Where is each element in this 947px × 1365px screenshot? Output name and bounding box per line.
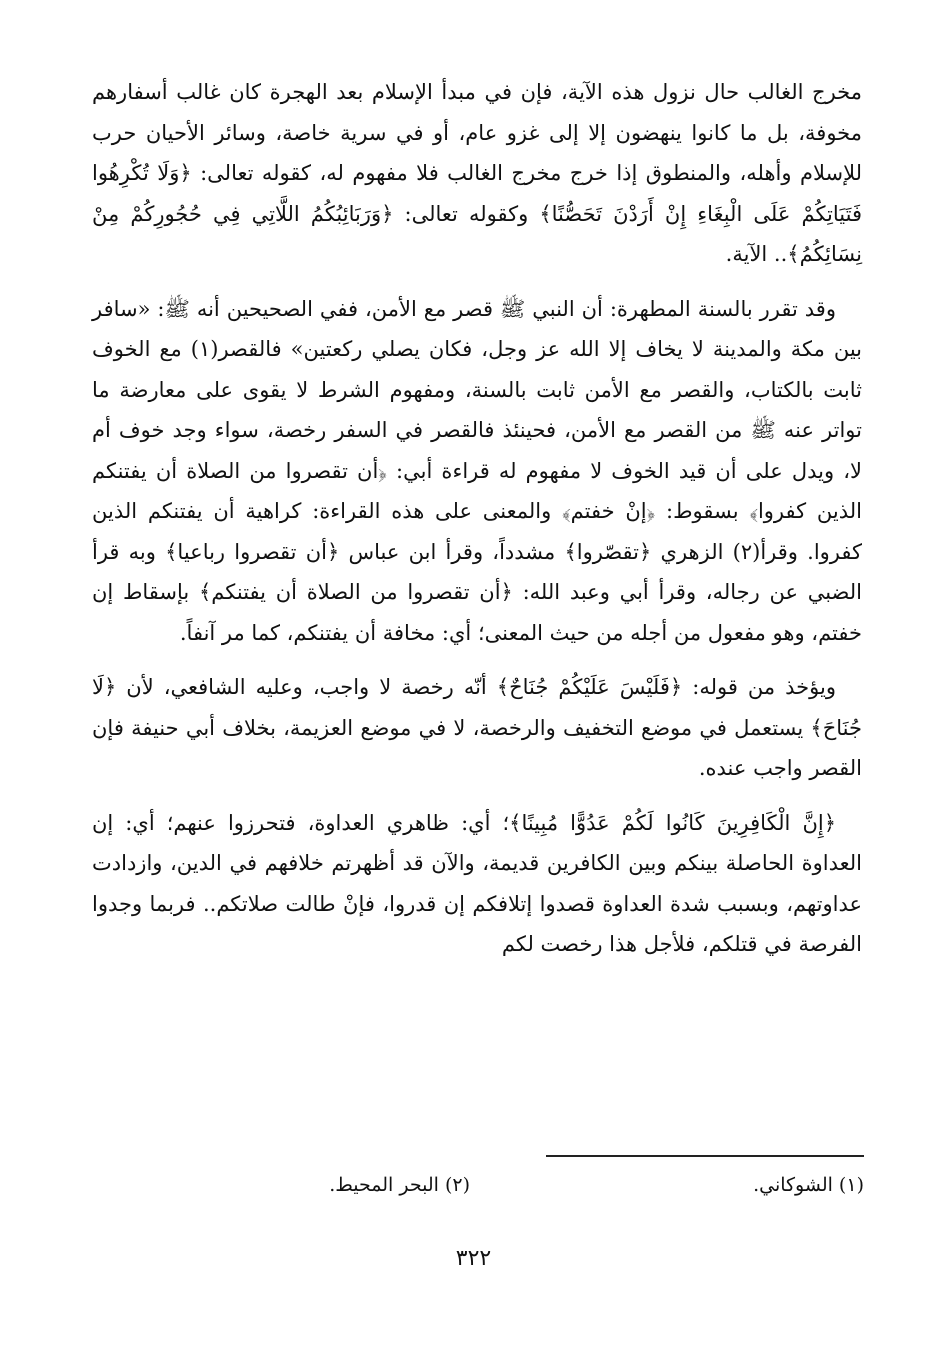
footnote-1: (١) الشوكاني.	[753, 1174, 864, 1196]
footnote-2: (٢) البحر المحيط.	[329, 1174, 470, 1196]
main-text	[92, 72, 862, 965]
paragraph-1: مخرج الغالب حال نزول هذه الآية، فإن في مبدأ الإسلام بعد الهجرة كان غالب أسفارهم مخوفة، بل ما كانوا ينهضون إلا إلى غزو عام، أو في سرية خاصة، وسائر الأحيان حرب للإسلام وأهله، والمنطوق إذا خرج مخرج الغالب فلا مفهوم له، كقوله تعالى: ﴿وَلَا تُكْرِهُوا فَتَيَاتِكُمْ عَلَى الْبِغَاءِ إِنْ أَرَدْنَ تَحَصُّنًا﴾ وكقوله تعالى: ﴿وَرَبَائِبُكُمُ اللَّاتِي فِي حُجُورِكُمْ مِنْ نِسَائِكُمُ﴾.. الآية.	[92, 80, 862, 266]
paragraph-3: ويؤخذ من قوله: ﴿فَلَيْسَ عَلَيْكُمْ جُنَاحٌ﴾ أنّه رخصة لا واجب، وعليه الشافعي، لأن ﴿لَا جُنَاحَ﴾ يستعمل في موضع التخفيف والرخصة، لا في موضع العزيمة، بخلاف أبي حنيفة فإن القصر واجب عنده.	[92, 675, 862, 780]
page-number: ٣٢٢	[455, 1246, 492, 1271]
footnote-divider	[546, 1155, 864, 1157]
paragraph-4: ﴿إِنَّ الْكَافِرِينَ كَانُوا لَكُمْ عَدُوًّا مُبِينًا﴾؛ أي: ظاهري العداوة، فتحرزوا عنهم؛ أي: إن العداوة الحاصلة بينكم وبين الكافرين قديمة، والآن قد أظهرتم خلافهم في الدين، وازدادت عداوتهم، وبسبب شدة العداوة قصدوا إتلافكم إن قدروا، فإنْ طالت صلاتكم.. فربما وجدوا الفرصة في قتلكم، فلأجل هذا رخصت لكم	[92, 810, 862, 956]
paragraph-2: وقد تقرر بالسنة المطهرة: أن النبي ﷺ قصر مع الأمن، ففي الصحيحين أنه ﷺ: «سافر بين مكة والمدينة لا يخاف إلا الله عز وجل، فكان يصلي ركعتين» فالقصر(١) مع الخوف ثابت بالكتاب، والقصر مع الأمن ثابت بالسنة، ومفهوم الشرط لا يقوى على معارضة ما تواتر عنه ﷺ من القصر مع الأمن، فحينئذ فالقصر في السفر رخصة، سواء وجد خوف أم لا، ويدل على أن قيد الخوف لا مفهوم له قراءة أبي: ﴿أن تقصروا من الصلاة أن يفتنكم الذين كفروا﴾ بسقوط: ﴿إنْ خفتم﴾ والمعنى على هذه القراءة: كراهية أن يفتنكم الذين كفروا. وقرأ(٢) الزهري ﴿تقصّروا﴾ مشدداً، وقرأ ابن عباس ﴿أن تقصروا رباعيا﴾ وبه قرأ الضبي عن رجاله، وقرأ أبي وعبد الله: ﴿أن تقصروا من الصلاة أن يفتنكم﴾ بإسقاط إن خفتم، وهو مفعول من أجله من حيث المعنى؛ أي: مخافة أن يفتنكم، كما مر آنفاً.	[92, 296, 863, 645]
